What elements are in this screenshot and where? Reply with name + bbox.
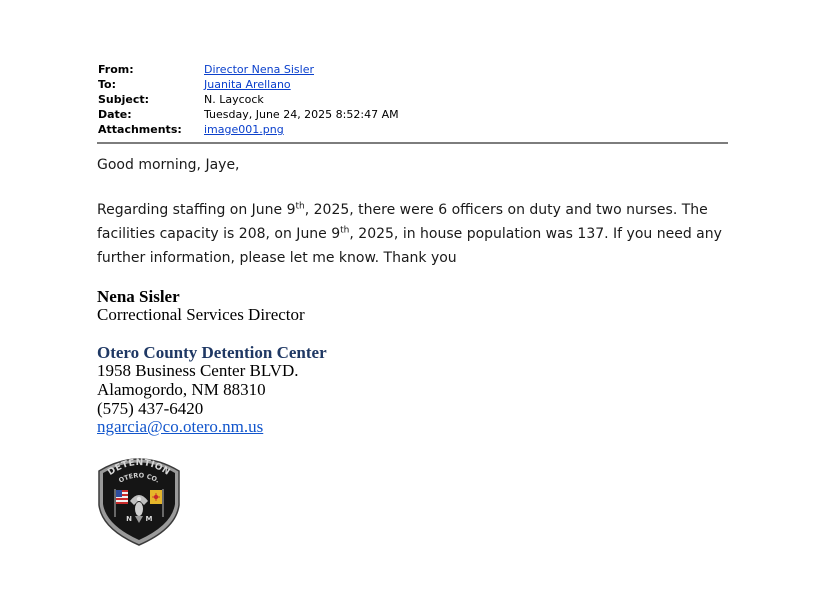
attachments-row (98, 122, 728, 137)
to-label: To: (98, 78, 116, 91)
detention-badge-logo (96, 453, 182, 547)
badge-letter-n: N (126, 515, 132, 523)
badge-letter-m: M (145, 515, 153, 523)
signature-address-line-1: 1958 Business Center BLVD. (97, 361, 299, 380)
ordinal-suffix-2: th (340, 225, 350, 236)
email-header (98, 62, 728, 137)
subject-label: Subject: (98, 93, 150, 106)
signature-title: Correctional Services Director (97, 305, 305, 324)
attachments-label: Attachments: (98, 123, 182, 136)
badge-sub-text: OTERO CO. (117, 471, 161, 485)
subject-value: N. Laycock (204, 93, 264, 106)
from-label: From: (98, 63, 134, 76)
from-row (98, 62, 728, 77)
to-link[interactable]: Juanita Arellano (204, 78, 291, 91)
paragraph-part-2: , 2025, there were 6 officers on duty and two nurses. The facilities capacity is 208, on June 9 (97, 202, 708, 242)
signature-name: Nena Sisler (97, 287, 180, 306)
message-paragraph (97, 198, 747, 270)
to-row (98, 77, 728, 92)
attachment-link[interactable]: image001.png (204, 123, 284, 136)
header-divider (97, 142, 728, 144)
greeting-text: Good morning, Jaye, (97, 157, 240, 173)
date-label: Date: (98, 108, 132, 121)
date-value: Tuesday, June 24, 2025 8:52:47 AM (204, 108, 399, 121)
paragraph-part-1: Regarding staffing on June 9 (97, 202, 296, 218)
subject-row (98, 92, 728, 107)
signature-address-line-2: Alamogordo, NM 88310 (97, 380, 266, 399)
from-link[interactable]: Director Nena Sisler (204, 63, 315, 76)
ordinal-suffix-1: th (295, 201, 305, 212)
signature-email-link[interactable]: ngarcia@co.otero.nm.us (97, 417, 264, 436)
paragraph-part-3: , 2025, in house population was 137. If you need any further information, please let me know. Thank you (97, 226, 722, 266)
signature-organization: Otero County Detention Center (97, 343, 327, 362)
signature-phone: (575) 437-6420 (97, 399, 204, 418)
date-row (98, 107, 728, 122)
badge-top-text: DETENTION (106, 457, 172, 478)
